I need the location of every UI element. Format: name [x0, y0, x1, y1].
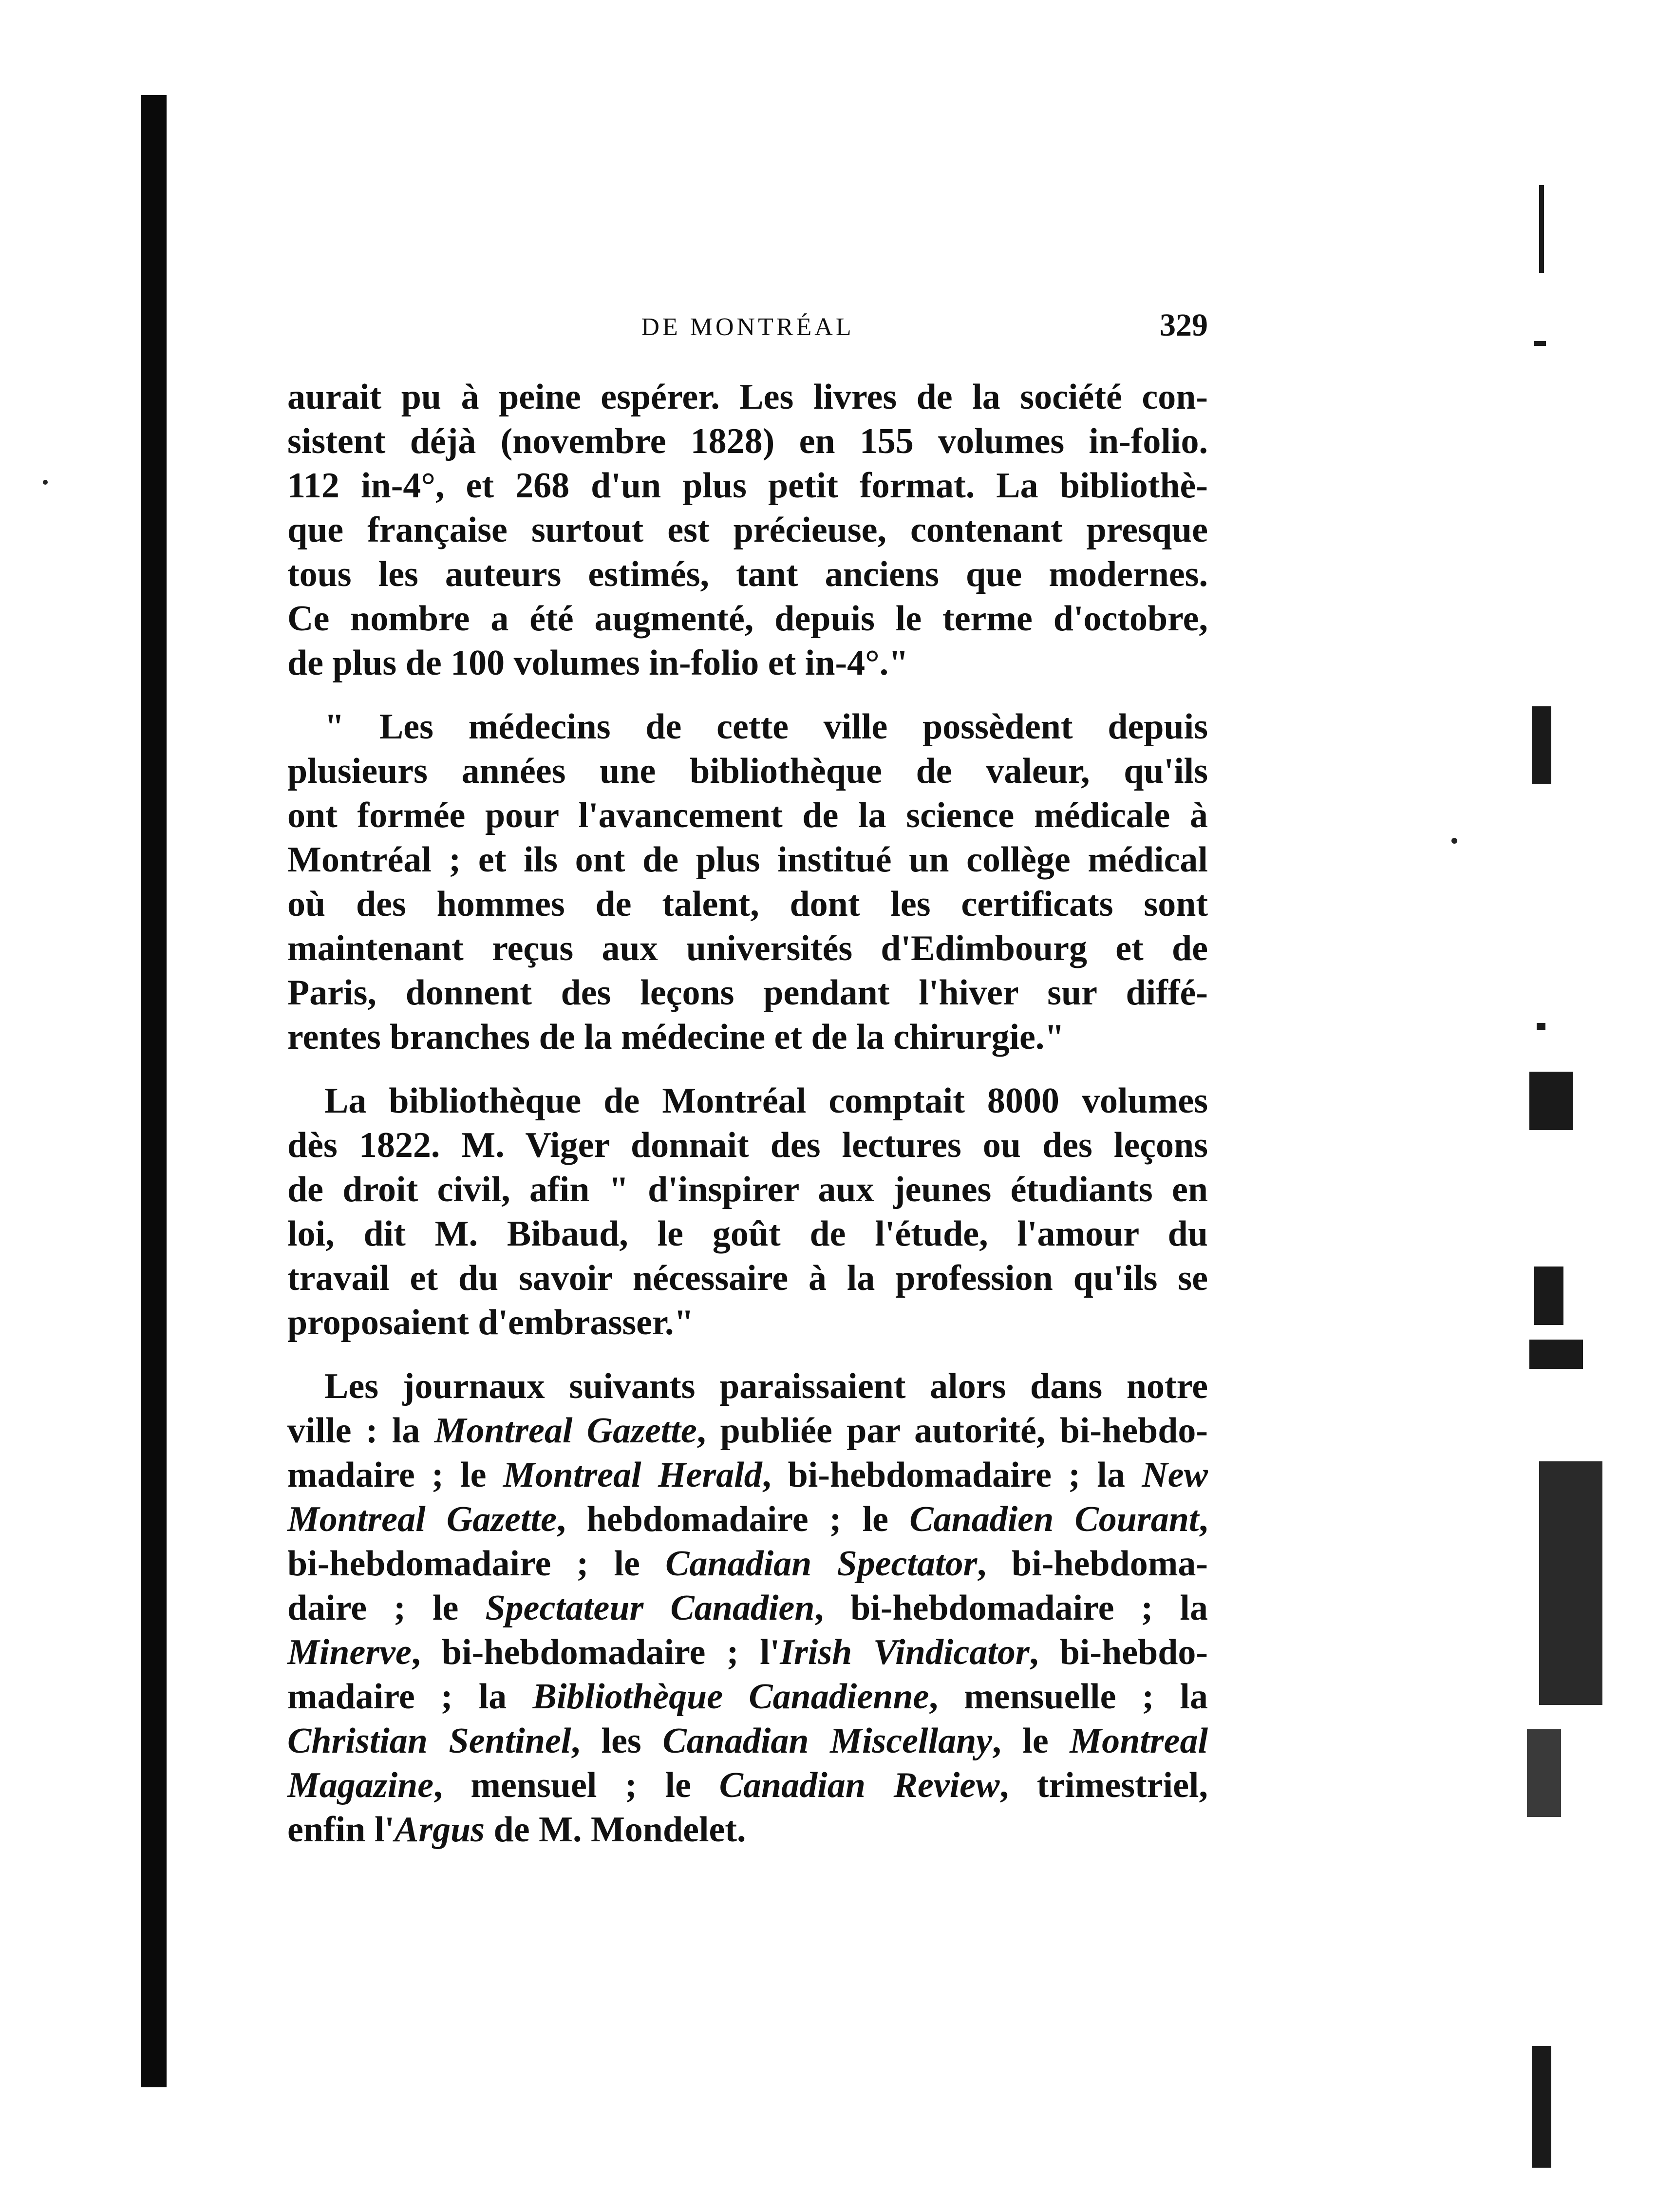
text-line: [287, 1364, 1208, 1409]
text-line: [287, 1409, 1208, 1453]
text-line: [287, 1808, 1208, 1852]
text-line: de plus de 100 volumes in-folio et in-4°.": [287, 643, 909, 683]
text-line: de droit civil, afin " d'inspirer aux jeunes étudiants en: [287, 1170, 1208, 1210]
newspaper-title: Montreal Herald: [503, 1455, 762, 1495]
newspaper-title: Canadian Miscellany: [662, 1721, 993, 1761]
line-text: , bi-hebdo-: [1029, 1632, 1208, 1672]
paragraph-montreal-library: [287, 1079, 1208, 1345]
text-line: [287, 1586, 1208, 1630]
newspaper-title: Canadian Review: [719, 1765, 1000, 1805]
text-line: [287, 1719, 1208, 1763]
body-text: [287, 375, 1208, 1872]
line-text: de M. Mondelet.: [485, 1810, 746, 1850]
paragraph-library-society: [287, 375, 1208, 685]
line-text: bi-hebdomadaire ; le: [287, 1544, 666, 1584]
line-text: ,: [1199, 1499, 1208, 1539]
line-text: , bi-hebdomadaire ; la: [814, 1588, 1208, 1628]
paragraph-newspapers: [287, 1364, 1208, 1852]
line-text: Les journaux suivants paraissaient alors dans notre: [324, 1366, 1208, 1406]
line-text: enfin l': [287, 1810, 395, 1850]
newspaper-title: Irish Vindicator: [780, 1632, 1030, 1672]
line-text: , hebdomadaire ; le: [556, 1499, 910, 1539]
newspaper-title: Montreal Gazette: [287, 1499, 557, 1539]
text-line: plusieurs années une bibliothèque de valeur, qu'ils: [287, 751, 1208, 791]
text-line: [287, 1675, 1208, 1719]
text-line: [287, 1453, 1208, 1497]
text-line: aurait pu à peine espérer. Les livres de la société con-: [287, 377, 1208, 417]
text-line: 112 in-4°, et 268 d'un plus petit format. La bibliothè-: [287, 466, 1208, 506]
text-line: ont formée pour l'avancement de la science médicale à: [287, 795, 1208, 835]
page-number: 329: [1160, 307, 1208, 343]
text-line: [287, 1630, 1208, 1675]
newspaper-title: Canadien Courant: [909, 1499, 1199, 1539]
scan-speck: [1451, 838, 1457, 844]
running-title: DE MONTRÉAL: [641, 313, 854, 341]
newspaper-title: Montreal Gazette: [434, 1411, 697, 1451]
newspaper-title: Spectateur Canadien: [485, 1588, 815, 1628]
text-line: " Les médecins de cette ville possèdent depuis: [324, 707, 1208, 747]
newspaper-title: Magazine: [287, 1765, 434, 1805]
line-text: , les: [571, 1721, 663, 1761]
text-line: Ce nombre a été augmenté, depuis le terme d'octobre,: [287, 599, 1208, 639]
text-line: où des hommes de talent, dont les certificats sont: [287, 884, 1208, 924]
line-text: , bi-hebdoma-: [977, 1544, 1208, 1584]
running-head: [287, 307, 1208, 351]
text-line: travail et du savoir nécessaire à la profession qu'ils se: [287, 1258, 1208, 1298]
newspaper-title: Bibliothèque Canadienne: [532, 1677, 929, 1717]
scan-speck: [43, 480, 48, 485]
newspaper-title: Minerve: [287, 1632, 412, 1672]
text-line: sistent déjà (novembre 1828) en 155 volumes in-folio.: [287, 421, 1208, 461]
newspaper-title: New: [1142, 1455, 1208, 1495]
line-text: , publiée par autorité, bi-hebdo-: [696, 1411, 1208, 1451]
newspaper-title: Montreal: [1070, 1721, 1208, 1761]
paragraph-medical-library: [287, 705, 1208, 1059]
line-text: , le: [992, 1721, 1070, 1761]
text-line: loi, dit M. Bibaud, le goût de l'étude, l'amour du: [287, 1214, 1208, 1254]
line-text: madaire ; la: [287, 1677, 533, 1717]
binding-edge: [141, 95, 167, 2087]
line-text: ville : la: [287, 1411, 434, 1451]
line-text: , mensuel ; le: [433, 1765, 719, 1805]
scan-edge-noise: [1520, 146, 1617, 2192]
newspaper-title: Canadian Spectator: [665, 1544, 978, 1584]
text-line: [287, 1763, 1208, 1808]
text-line: [287, 1497, 1208, 1542]
text-line: maintenant reçus aux universités d'Edimbourg et de: [287, 928, 1208, 968]
text-line: [287, 1542, 1208, 1586]
line-text: daire ; le: [287, 1588, 486, 1628]
text-line: proposaient d'embrasser.": [287, 1303, 694, 1342]
newspaper-title: Argus: [394, 1810, 485, 1850]
text-line: rentes branches de la médecine et de la chirurgie.": [287, 1017, 1065, 1057]
text-line: tous les auteurs estimés, tant anciens que modernes.: [287, 554, 1208, 594]
text-line: Montréal ; et ils ont de plus institué un collège médical: [287, 840, 1208, 880]
line-text: , trimestriel,: [999, 1765, 1208, 1805]
text-line: Paris, donnent des leçons pendant l'hiver sur diffé-: [287, 973, 1208, 1013]
newspaper-title: Christian Sentinel: [287, 1721, 571, 1761]
line-text: , bi-hebdomadaire ; la: [762, 1455, 1142, 1495]
line-text: , mensuelle ; la: [929, 1677, 1208, 1717]
line-text: , bi-hebdomadaire ; l': [411, 1632, 780, 1672]
line-text: madaire ; le: [287, 1455, 503, 1495]
text-line: que française surtout est précieuse, contenant presque: [287, 510, 1208, 550]
text-line: dès 1822. M. Viger donnait des lectures ou des leçons: [287, 1125, 1208, 1165]
text-line: La bibliothèque de Montréal comptait 8000 volumes: [324, 1081, 1208, 1121]
